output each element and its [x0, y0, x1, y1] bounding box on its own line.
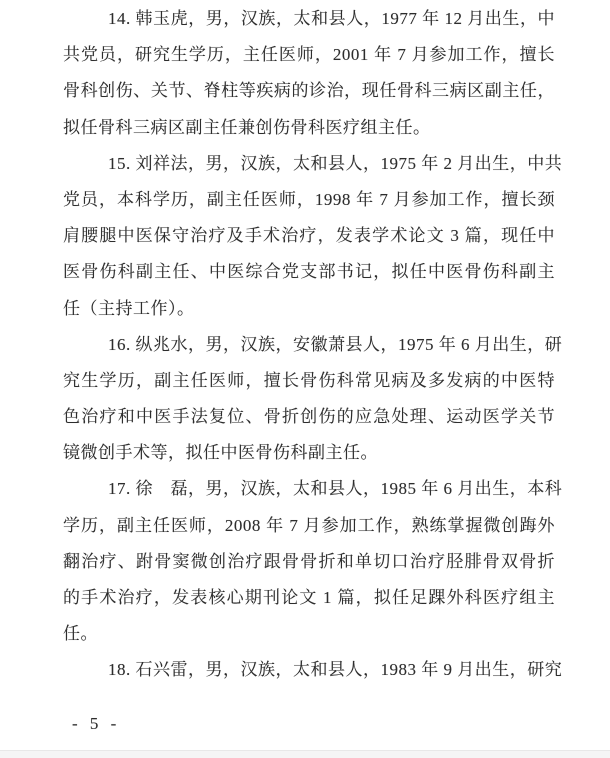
- text-line: 究生学历，副主任医师，擅长骨伤科常见病及多发病的中医特: [63, 370, 555, 390]
- paragraph-14: [63, 1, 555, 146]
- page-number: - 5 -: [72, 714, 118, 733]
- text-line: 15. 刘祥法，男，汉族，太和县人，1975 年 2 月出生，中共: [108, 153, 563, 173]
- text-line: 17. 徐 磊，男，汉族，太和县人，1985 年 6 月出生，本科: [108, 479, 563, 499]
- text-line: 色治疗和中医手法复位、骨折创伤的应急处理、运动医学关节: [63, 407, 555, 427]
- text-line: 医骨伤科副主任、中医综合党支部书记，拟任中医骨伤科副主: [63, 262, 555, 282]
- text-line: 肩腰腿中医保守治疗及手术治疗，发表学术论文 3 篇，现任中: [63, 226, 555, 246]
- text-line: 任（主持工作）。: [63, 298, 195, 318]
- text-line: 学历，副主任医师，2008 年 7 月参加工作，熟练掌握微创踇外: [63, 515, 555, 535]
- text-line: 18. 石兴雷，男，汉族，太和县人，1983 年 9 月出生，研究: [108, 660, 563, 680]
- text-line: 14. 韩玉虎，男，汉族，太和县人，1977 年 12 月出生，中: [108, 9, 555, 28]
- paragraph-15: [63, 146, 563, 327]
- text-line: 共党员，研究生学历，主任医师，2001 年 7 月参加工作，擅长: [63, 45, 555, 65]
- document-body: [63, 1, 563, 689]
- page-bottom-edge: [0, 750, 610, 758]
- text-line: 16. 纵兆水，男，汉族，安徽萧县人，1975 年 6 月出生，研: [108, 334, 563, 354]
- text-line: 翻治疗、跗骨窦微创治疗跟骨骨折和单切口治疗胫腓骨双骨折: [63, 551, 555, 571]
- paragraph-17: [63, 471, 563, 652]
- paragraph-16: [63, 327, 563, 472]
- paragraph-18: [63, 652, 563, 688]
- text-line: 镜微创手术等，拟任中医骨伤科副主任。: [63, 443, 378, 463]
- text-line: 任。: [63, 624, 98, 644]
- text-line: 拟任骨科三病区副主任兼创伤骨科医疗组主任。: [63, 117, 431, 137]
- text-line: 骨科创伤、关节、脊柱等疾病的诊治，现任骨科三病区副主任，: [63, 81, 555, 101]
- text-line: 的手术治疗，发表核心期刊论文 1 篇，拟任足踝外科医疗组主: [63, 588, 555, 607]
- text-line: 党员，本科学历，副主任医师，1998 年 7 月参加工作，擅长颈: [63, 189, 555, 209]
